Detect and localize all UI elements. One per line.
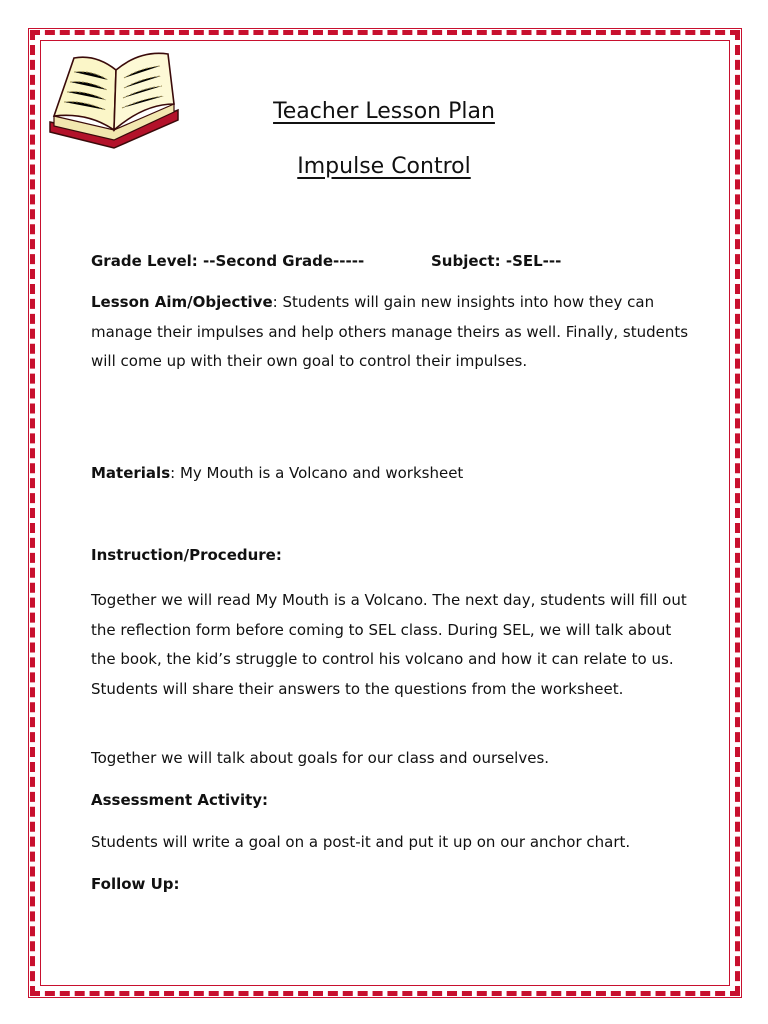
instruction-paragraph: Together we will read My Mouth is a Volcano. The next day, students will fill out the reflection form before coming to SEL class. During SEL, we will talk about the book, the kid’s struggle to control his volcano and how it can relate to us. Students will share their answers to the questions from the worksheet. xyxy=(91,591,687,698)
grade-value: --Second Grade----- xyxy=(203,252,365,270)
goals-paragraph: Together we will talk about goals for our class and ourselves. xyxy=(91,749,550,767)
instruction-heading: Instruction/Procedure: xyxy=(91,546,282,564)
follow-up-heading: Follow Up: xyxy=(91,875,180,893)
subject-label: Subject: xyxy=(431,252,501,270)
materials-label: Materials xyxy=(91,464,171,482)
grade-subject-row xyxy=(91,252,562,270)
materials-text: : My Mouth is a Volcano and worksheet xyxy=(170,464,464,482)
aim-text: : Students will gain new insights into how they can manage their impulses and help others manage theirs as well. Finally, students will come up with their own goal to control their impulses. xyxy=(91,293,689,370)
subject-value: -SEL--- xyxy=(505,252,562,270)
materials-paragraph xyxy=(91,459,691,489)
assessment-heading: Assessment Activity: xyxy=(91,791,269,809)
assessment-paragraph: Students will write a goal on a post-it and put it up on our anchor chart. xyxy=(91,833,631,851)
open-book-icon xyxy=(44,44,184,150)
subject-field xyxy=(431,252,561,270)
aim-paragraph xyxy=(91,288,691,377)
grade-label: Grade Level: xyxy=(91,252,198,270)
aim-label: Lesson Aim/Objective xyxy=(91,293,273,311)
page-title: Teacher Lesson Plan xyxy=(273,99,495,124)
page-subtitle: Impulse Control xyxy=(297,154,471,179)
